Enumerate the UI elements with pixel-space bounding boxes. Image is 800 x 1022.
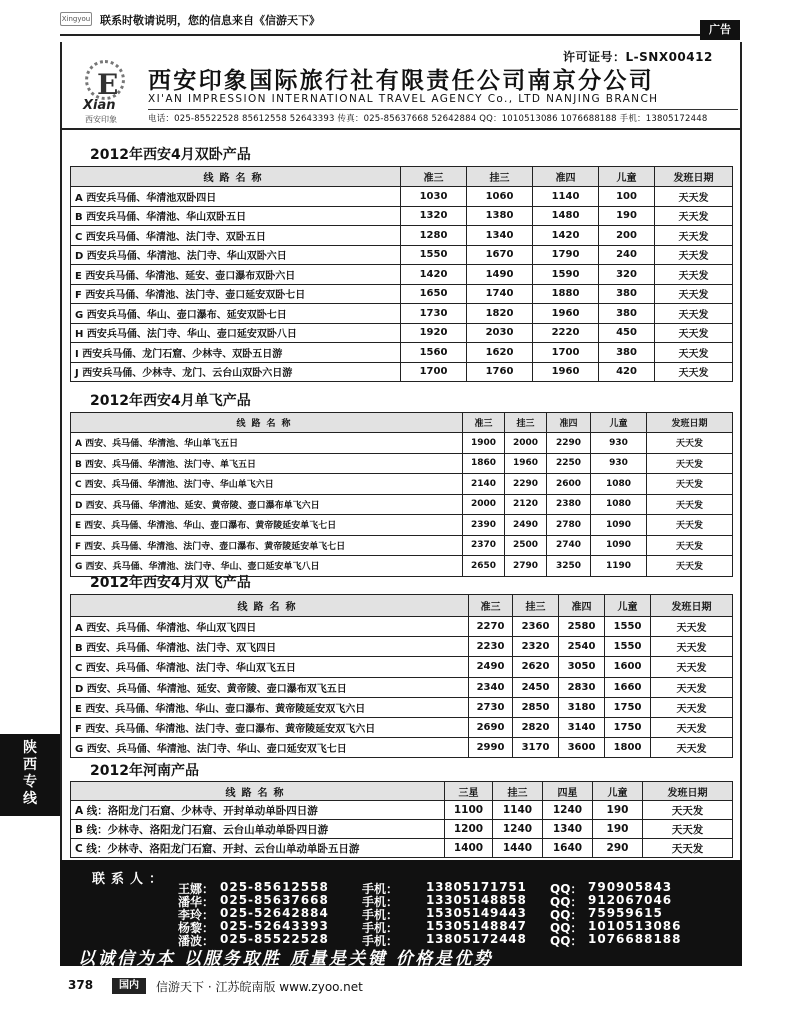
qq-label: QQ：: [550, 895, 583, 909]
table-cell: 2740: [547, 535, 591, 556]
table-cell: 天天发: [651, 717, 733, 737]
route-name-cell: B 西安、兵马俑、华清池、法门寺、单飞五日: [71, 453, 463, 474]
table-cell: 1380: [467, 206, 533, 226]
table-cell: 1550: [401, 245, 467, 265]
table-cell: 天天发: [647, 433, 733, 454]
column-header: 四星: [543, 782, 593, 801]
table-cell: 1700: [401, 362, 467, 382]
table-cell: 320: [599, 265, 655, 285]
table-row: [71, 362, 733, 382]
logo-text-cn: 西安印象: [85, 115, 117, 124]
column-header: 发班日期: [655, 167, 733, 187]
route-name-cell: I 西安兵马俑、龙门石窟、少林寺、双卧五日游: [71, 343, 401, 363]
route-name-cell: D 西安、兵马俑、华清池、延安、黄帝陵、壶口瀑布双飞五日: [71, 677, 469, 697]
column-header: 线路名称: [71, 782, 445, 801]
table-cell: 天天发: [655, 206, 733, 226]
table-cell: 380: [599, 343, 655, 363]
route-name-cell: G 西安、兵马俑、华清池、法门寺、华山、壶口延安双飞七日: [71, 738, 469, 758]
table-row: [71, 474, 733, 495]
route-name-cell: E 西安、兵马俑、华清池、华山、壶口瀑布、黄帝陵延安单飞七日: [71, 515, 463, 536]
table-cell: 2500: [505, 535, 547, 556]
mobile-label: 手机：: [362, 921, 399, 935]
slogan: 以诚信为本 以服务取胜 质量是关键 价格是优势: [78, 949, 494, 969]
route-name-cell: A 线：洛阳龙门石窟、少林寺、开封单动单卧四日游: [71, 801, 445, 820]
table-cell: 1030: [401, 187, 467, 207]
table-cell: 1670: [467, 245, 533, 265]
contact-name: 李玲：: [178, 908, 215, 922]
table-cell: 1790: [533, 245, 599, 265]
route-name-cell: A 西安、兵马俑、华清池、华山双飞四日: [71, 617, 469, 637]
publication-line: 信游天下 · 江苏皖南版 www.zyoo.net: [156, 980, 363, 994]
table-cell: 2650: [463, 556, 505, 577]
contacts-footer: [60, 860, 742, 969]
route-name-cell: A 西安、兵马俑、华清池、华山单飞五日: [71, 433, 463, 454]
table-row: [71, 657, 733, 677]
table-cell: 2000: [505, 433, 547, 454]
side-tab-char: 西: [23, 757, 37, 773]
table-cell: 天天发: [655, 265, 733, 285]
table-cell: 天天发: [655, 226, 733, 246]
column-header: 准四: [533, 167, 599, 187]
column-header: 挂三: [467, 167, 533, 187]
section-title-double-flight: 2012年西安4月双飞产品: [90, 575, 251, 591]
column-header: 准四: [547, 413, 591, 433]
table-cell: 2220: [533, 323, 599, 343]
table-cell: 天天发: [655, 323, 733, 343]
table-cell: 2540: [559, 637, 605, 657]
route-name-cell: B 西安兵马俑、华清池、华山双卧五日: [71, 206, 401, 226]
route-name-cell: G 西安、兵马俑、华清池、法门寺、华山、壶口延安单飞八日: [71, 556, 463, 577]
table-cell: 1100: [445, 801, 493, 820]
table-cell: 天天发: [651, 637, 733, 657]
table-cell: 1240: [543, 801, 593, 820]
table-cell: 2690: [469, 717, 513, 737]
table-cell: 2820: [513, 717, 559, 737]
table-row: [71, 433, 733, 454]
mobile-label: 手机：: [362, 908, 399, 922]
contact-name: 杨黎：: [178, 921, 215, 935]
table-cell: 1560: [401, 343, 467, 363]
table-row: [71, 637, 733, 657]
contact-qq: 75959615: [588, 906, 663, 920]
table-cell: 天天发: [655, 304, 733, 324]
table-cell: 2140: [463, 474, 505, 495]
contact-mobile: 15305149443: [426, 906, 527, 920]
route-name-cell: F 西安、兵马俑、华清池、法门寺、壶口瀑布、黄帝陵延安双飞六日: [71, 717, 469, 737]
table-cell: 1880: [533, 284, 599, 304]
table-cell: 3600: [559, 738, 605, 758]
column-header: 儿童: [605, 595, 651, 617]
header-row: [71, 595, 733, 617]
header-row: [71, 167, 733, 187]
table-cell: 1760: [467, 362, 533, 382]
table-cell: 2370: [463, 535, 505, 556]
side-section-tab: [0, 734, 60, 816]
side-tab-char: 专: [23, 774, 37, 790]
table-cell: 2120: [505, 494, 547, 515]
table-cell: 1620: [467, 343, 533, 363]
route-name-cell: J 西安兵马俑、少林寺、龙门、云台山双卧六日游: [71, 362, 401, 382]
table-cell: 1480: [533, 206, 599, 226]
table-cell: 1590: [533, 265, 599, 285]
column-header: 准三: [401, 167, 467, 187]
table-cell: 2990: [469, 738, 513, 758]
table-cell: 1750: [605, 717, 651, 737]
table-cell: 1820: [467, 304, 533, 324]
route-name-cell: C 线：少林寺、洛阳龙门石窟、开封、云台山单动单卧五日游: [71, 839, 445, 858]
section-title-single-flight: 2012年西安4月单飞产品: [90, 393, 251, 409]
table-cell: 2730: [469, 697, 513, 717]
table-row: [71, 206, 733, 226]
table-cell: 100: [599, 187, 655, 207]
page-number: 378: [68, 978, 94, 992]
table-cell: 天天发: [651, 677, 733, 697]
table-cell: 2250: [547, 453, 591, 474]
table-cell: 1960: [533, 304, 599, 324]
company-name-en: XI'AN IMPRESSION INTERNATIONAL TRAVEL AGENCY Co., LTD NANJING BRANCH: [148, 93, 659, 105]
route-name-cell: D 西安兵马俑、华清池、法门寺、华山双卧六日: [71, 245, 401, 265]
table-cell: 2850: [513, 697, 559, 717]
table-cell: 1080: [591, 494, 647, 515]
table-cell: 240: [599, 245, 655, 265]
header-rule: [60, 128, 742, 130]
table-cell: 天天发: [647, 494, 733, 515]
source-notice: 联系时敬请说明，您的信息来自《信游天下》: [100, 14, 320, 27]
table-cell: 2360: [513, 617, 559, 637]
route-name-cell: C 西安、兵马俑、华清池、法门寺、华山双飞五日: [71, 657, 469, 677]
table-row: [71, 343, 733, 363]
side-tab-char: 线: [23, 791, 37, 807]
table-cell: 天天发: [651, 617, 733, 637]
table-cell: 2290: [505, 474, 547, 495]
route-name-cell: F 西安、兵马俑、华清池、法门寺、壶口瀑布、黄帝陵延安单飞七日: [71, 535, 463, 556]
table-cell: 1090: [591, 515, 647, 536]
table-cell: 1740: [467, 284, 533, 304]
table-cell: 380: [599, 304, 655, 324]
table-cell: 1920: [401, 323, 467, 343]
table-cell: 450: [599, 323, 655, 343]
ad-tag: 广告: [700, 20, 740, 40]
table-cell: 天天发: [643, 801, 733, 820]
table-row: [71, 820, 733, 839]
table-cell: 2230: [469, 637, 513, 657]
table-cell: 2270: [469, 617, 513, 637]
table-cell: 天天发: [655, 362, 733, 382]
table-row: [71, 839, 733, 858]
contact-name: 潘波：: [178, 934, 215, 948]
qq-label: QQ：: [550, 921, 583, 935]
route-name-cell: C 西安、兵马俑、华清池、法门寺、华山单飞六日: [71, 474, 463, 495]
table-cell: 2790: [505, 556, 547, 577]
table-cell: 1420: [401, 265, 467, 285]
table-cell: 420: [599, 362, 655, 382]
table-cell: 1600: [605, 657, 651, 677]
table-row: [71, 494, 733, 515]
qq-label: QQ：: [550, 908, 583, 922]
table-cell: 1240: [493, 820, 543, 839]
route-name-cell: F 西安兵马俑、华清池、法门寺、壶口延安双卧七日: [71, 284, 401, 304]
contact-phone: 025-52643393: [220, 919, 329, 933]
company-contact-line: 电话：025-85522528 85612558 52643393 传真：025-85637668 52642884 QQ：1010513086 1076688188 手机：13805172448: [148, 114, 708, 124]
region-tag: 国内: [112, 978, 146, 994]
route-name-cell: E 西安兵马俑、华清池、延安、壶口瀑布双卧六日: [71, 265, 401, 285]
column-header: 线路名称: [71, 413, 463, 433]
table-row: [71, 535, 733, 556]
table-cell: 1960: [505, 453, 547, 474]
contact-mobile: 13805172448: [426, 932, 527, 946]
logo-text: Xian: [83, 98, 116, 113]
table-row: [71, 265, 733, 285]
contact-qq: 790905843: [588, 880, 673, 894]
contact-phone: 025-52642884: [220, 906, 329, 920]
table-cell: 3250: [547, 556, 591, 577]
company-rule: [148, 109, 738, 110]
table-cell: 1090: [591, 535, 647, 556]
route-name-cell: G 西安兵马俑、华山、壶口瀑布、延安双卧七日: [71, 304, 401, 324]
table-cell: 2780: [547, 515, 591, 536]
single-flight-table: [70, 412, 733, 577]
table-cell: 290: [593, 839, 643, 858]
table-cell: 天天发: [655, 284, 733, 304]
table-cell: 2580: [559, 617, 605, 637]
column-header: 儿童: [593, 782, 643, 801]
table-cell: 2490: [505, 515, 547, 536]
double-flight-table: [70, 594, 733, 758]
table-cell: 1550: [605, 637, 651, 657]
table-cell: 930: [591, 433, 647, 454]
table-cell: 1660: [605, 677, 651, 697]
table-cell: 1060: [467, 187, 533, 207]
route-name-cell: H 西安兵马俑、法门寺、华山、壶口延安双卧八日: [71, 323, 401, 343]
table-cell: 3170: [513, 738, 559, 758]
header-row: [71, 782, 733, 801]
table-cell: 天天发: [651, 738, 733, 758]
table-cell: 2000: [463, 494, 505, 515]
logo-mark: E: [97, 68, 119, 101]
qq-label: QQ：: [550, 934, 583, 948]
column-header: 挂三: [513, 595, 559, 617]
table-cell: 1420: [533, 226, 599, 246]
table-row: [71, 226, 733, 246]
contact-mobile: 13305148858: [426, 893, 527, 907]
contact-mobile: 13805171751: [426, 880, 527, 894]
table-cell: 天天发: [647, 556, 733, 577]
table-cell: 1190: [591, 556, 647, 577]
contacts-label: 联系人：: [92, 872, 169, 887]
table-cell: 2030: [467, 323, 533, 343]
route-name-cell: D 西安、兵马俑、华清池、延安、黄帝陵、壶口瀑布单飞六日: [71, 494, 463, 515]
table-cell: 1900: [463, 433, 505, 454]
table-cell: 3180: [559, 697, 605, 717]
table-cell: 1340: [467, 226, 533, 246]
column-header: 发班日期: [647, 413, 733, 433]
contact-qq: 1076688188: [588, 932, 682, 946]
table-row: [71, 697, 733, 717]
contact-qq: 912067046: [588, 893, 673, 907]
table-cell: 1490: [467, 265, 533, 285]
table-cell: 天天发: [647, 453, 733, 474]
header-row: [71, 413, 733, 433]
table-cell: 2320: [513, 637, 559, 657]
top-rule: [60, 34, 740, 36]
table-cell: 1860: [463, 453, 505, 474]
table-cell: 2620: [513, 657, 559, 677]
table-cell: 2490: [469, 657, 513, 677]
table-cell: 1640: [543, 839, 593, 858]
table-row: [71, 617, 733, 637]
table-cell: 1550: [605, 617, 651, 637]
table-cell: 天天发: [647, 515, 733, 536]
table-cell: 天天发: [643, 839, 733, 858]
column-header: 挂三: [493, 782, 543, 801]
top-bar: [0, 0, 800, 42]
section-title-double-sleeper: 2012年西安4月双卧产品: [90, 147, 251, 163]
table-cell: 190: [599, 206, 655, 226]
table-cell: 1280: [401, 226, 467, 246]
table-cell: 天天发: [651, 657, 733, 677]
route-name-cell: B 线：少林寺、洛阳龙门石窟、云台山单动单卧四日游: [71, 820, 445, 839]
table-cell: 1140: [493, 801, 543, 820]
table-cell: 1650: [401, 284, 467, 304]
table-cell: 1320: [401, 206, 467, 226]
table-cell: 2380: [547, 494, 591, 515]
mobile-label: 手机：: [362, 934, 399, 948]
table-cell: 2600: [547, 474, 591, 495]
table-row: [71, 245, 733, 265]
table-cell: 1730: [401, 304, 467, 324]
route-name-cell: B 西安、兵马俑、华清池、法门寺、双飞四日: [71, 637, 469, 657]
table-row: [71, 453, 733, 474]
table-cell: 天天发: [655, 343, 733, 363]
table-cell: 1440: [493, 839, 543, 858]
column-header: 发班日期: [651, 595, 733, 617]
table-cell: 1340: [543, 820, 593, 839]
route-name-cell: E 西安、兵马俑、华清池、华山、壶口瀑布、黄帝陵延安双飞六日: [71, 697, 469, 717]
table-cell: 2830: [559, 677, 605, 697]
table-row: [71, 738, 733, 758]
table-cell: 1750: [605, 697, 651, 717]
double-sleeper-table: [70, 166, 733, 382]
route-name-cell: C 西安兵马俑、华清池、法门寺、双卧五日: [71, 226, 401, 246]
mobile-label: 手机：: [362, 882, 399, 896]
company-logo: [75, 58, 137, 124]
section-title-henan: 2012年河南产品: [90, 763, 199, 779]
table-row: [71, 717, 733, 737]
table-cell: 1800: [605, 738, 651, 758]
table-cell: 2450: [513, 677, 559, 697]
table-cell: 200: [599, 226, 655, 246]
table-cell: 1140: [533, 187, 599, 207]
column-header: 发班日期: [643, 782, 733, 801]
table-cell: 3140: [559, 717, 605, 737]
column-header: 儿童: [599, 167, 655, 187]
table-cell: 930: [591, 453, 647, 474]
column-header: 准三: [463, 413, 505, 433]
henan-table: [70, 781, 733, 858]
table-cell: 1400: [445, 839, 493, 858]
table-row: [71, 556, 733, 577]
qq-label: QQ：: [550, 882, 583, 896]
table-cell: 2290: [547, 433, 591, 454]
contact-phone: 025-85522528: [220, 932, 329, 946]
contact-qq: 1010513086: [588, 919, 682, 933]
table-row: [71, 677, 733, 697]
table-cell: 1200: [445, 820, 493, 839]
table-cell: 190: [593, 820, 643, 839]
table-row: [71, 187, 733, 207]
table-cell: 1080: [591, 474, 647, 495]
company-name-cn: 西安印象国际旅行社有限责任公司南京分公司: [148, 68, 654, 94]
column-header: 挂三: [505, 413, 547, 433]
column-header: 准三: [469, 595, 513, 617]
table-cell: 3050: [559, 657, 605, 677]
side-tab-char: 陕: [23, 740, 37, 756]
mobile-label: 手机：: [362, 895, 399, 909]
column-header: 线路名称: [71, 167, 401, 187]
table-cell: 2340: [469, 677, 513, 697]
contact-phone: 025-85612558: [220, 880, 329, 894]
table-cell: 1700: [533, 343, 599, 363]
contact-mobile: 15305148847: [426, 919, 527, 933]
column-header: 准四: [559, 595, 605, 617]
table-row: [71, 801, 733, 820]
table-row: [71, 323, 733, 343]
magazine-logo: Xingyou: [60, 12, 92, 26]
license-number: 许可证号：L-SNX00412: [563, 50, 713, 64]
contact-name: 潘华：: [178, 895, 215, 909]
table-cell: 天天发: [643, 820, 733, 839]
column-header: 儿童: [591, 413, 647, 433]
table-cell: 天天发: [647, 535, 733, 556]
table-row: [71, 284, 733, 304]
table-cell: 380: [599, 284, 655, 304]
table-cell: 190: [593, 801, 643, 820]
route-name-cell: A 西安兵马俑、华清池双卧四日: [71, 187, 401, 207]
contact-phone: 025-85637668: [220, 893, 329, 907]
table-row: [71, 515, 733, 536]
column-header: 线路名称: [71, 595, 469, 617]
table-row: [71, 304, 733, 324]
contact-name: 王娜：: [178, 882, 215, 896]
table-cell: 天天发: [655, 187, 733, 207]
table-cell: 天天发: [647, 474, 733, 495]
table-cell: 天天发: [651, 697, 733, 717]
column-header: 三星: [445, 782, 493, 801]
table-cell: 1960: [533, 362, 599, 382]
table-cell: 天天发: [655, 245, 733, 265]
table-cell: 2390: [463, 515, 505, 536]
